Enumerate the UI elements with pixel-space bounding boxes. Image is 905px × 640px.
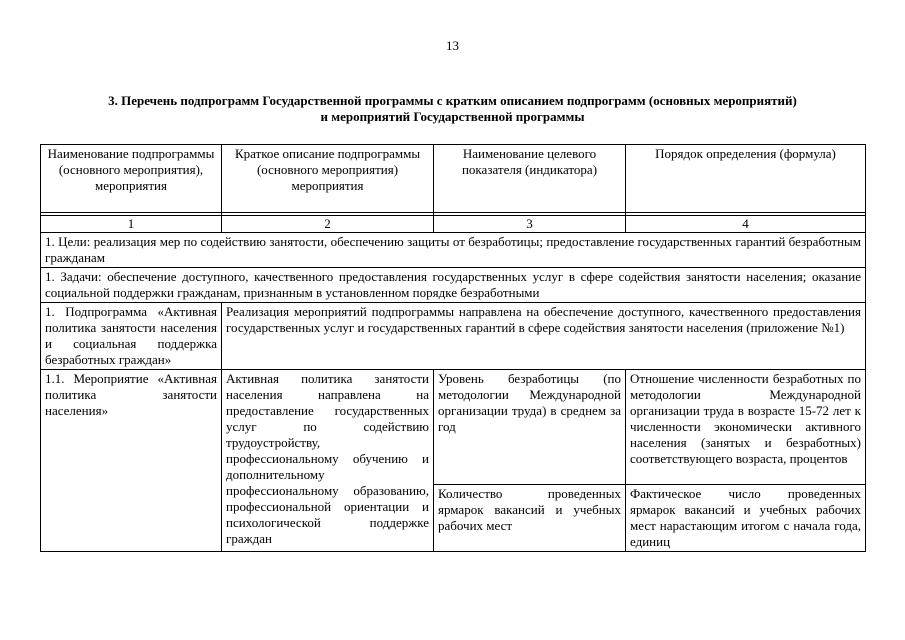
goals-row — [41, 233, 866, 268]
indicator-formula: Фактическое число проведенных ярмарок вакансий и учебных рабочих мест нарастающим итогом с начала года, единиц — [626, 485, 866, 552]
subprograms-table — [40, 144, 866, 552]
indicator-name: Уровень безработицы (по методологии Международной организации труда) в среднем за год — [434, 370, 626, 485]
indicator-name: Количество проведенных ярмарок вакансий и учебных рабочих мест — [434, 485, 626, 552]
subprogram-name: 1. Подпрограмма «Активная политика занятости населения и социальная поддержка безработных граждан» — [41, 303, 222, 370]
tasks-row — [41, 268, 866, 303]
subprogram-description: Реализация мероприятий подпрограммы направлена на обеспечение доступного, качественного предоставления государственных услуг и государственных гарантий в сфере содействия занятости населения (приложение №1) — [222, 303, 866, 370]
column-number: 3 — [434, 216, 626, 233]
tasks-text: 1. Задачи: обеспечение доступного, качественного предоставления государственных услуг в сфере содействия занятости населения; оказание социальной поддержки гражданам, признанным в установленном порядке безработными — [41, 268, 866, 303]
section-title-line-2: и мероприятий Государственной программы — [320, 109, 585, 124]
section-title-line-1: 3. Перечень подпрограмм Государственной программы с кратким описанием подпрограмм (основных мероприятий) — [108, 93, 797, 108]
header-description: Краткое описание подпрограммы (основного мероприятия) мероприятия — [222, 145, 434, 213]
column-number: 1 — [41, 216, 222, 233]
page-number: 13 — [446, 38, 459, 53]
subprogram-row — [41, 303, 866, 370]
measure-description: Активная политика занятости населения направлена на предоставление государственных услуг по содействию трудоустройству, профессиональному обучению и дополнительному профессиональному образованию, профессиональной ориентации и психологической поддержке граждан — [222, 370, 434, 552]
column-numbers-row — [41, 216, 866, 233]
measure-name: 1.1. Мероприятие «Активная политика занятости населения» — [41, 370, 222, 552]
column-number: 2 — [222, 216, 434, 233]
measure-row — [41, 370, 866, 485]
header-formula: Порядок определения (формула) — [626, 145, 866, 213]
goals-text: 1. Цели: реализация мер по содействию занятости, обеспечению защиты от безработицы; предоставление государственных гарантий безработным гражданам — [41, 233, 866, 268]
header-name: Наименование подпрограммы (основного мероприятия), мероприятия — [41, 145, 222, 213]
indicator-formula: Отношение численности безработных по методологии Международной организации труда в возрасте 15-72 лет к численности экономически активного населения (занятых и безработных) соответствующего возраста, процентов — [626, 370, 866, 485]
header-indicator: Наименование целевого показателя (индикатора) — [434, 145, 626, 213]
section-title — [40, 93, 865, 125]
header-row — [41, 145, 866, 213]
column-number: 4 — [626, 216, 866, 233]
